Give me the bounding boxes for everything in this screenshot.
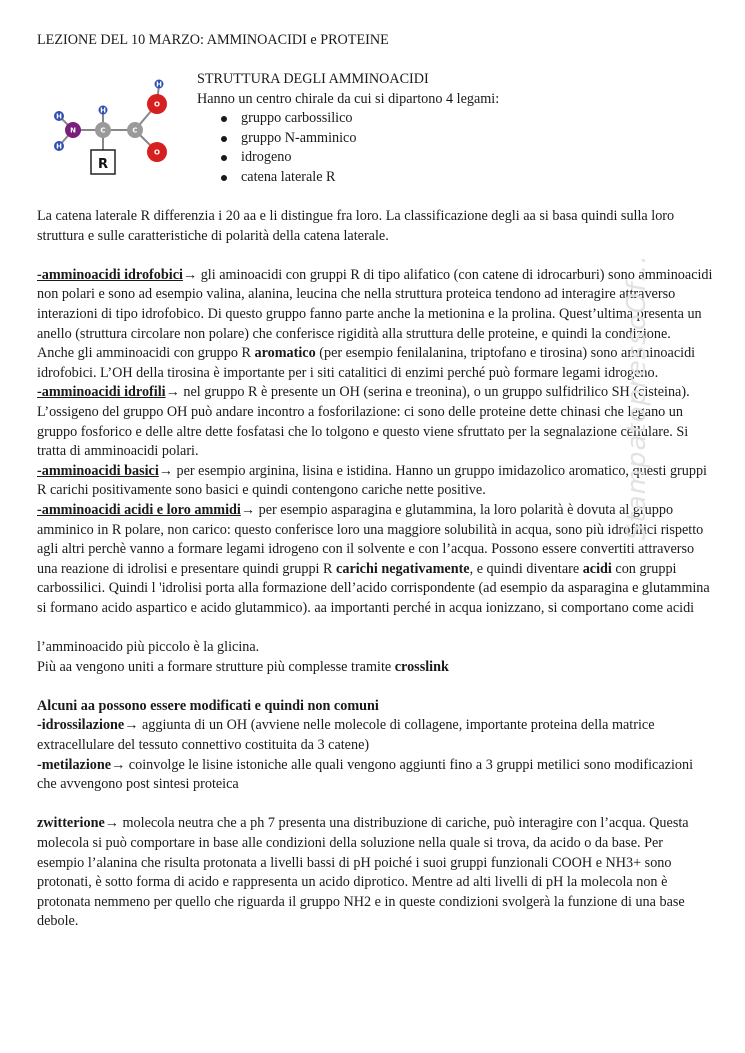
methylation-label: -metilazione	[37, 756, 112, 773]
c-label: C	[100, 126, 106, 135]
hydroxylation-label: -idrossilazione	[37, 717, 125, 734]
glycine-line: l’amminoacido più piccolo è la glicina.	[37, 639, 260, 656]
hydrophilic-label: -amminoacidi idrofili	[37, 384, 166, 401]
r-label: R	[97, 157, 109, 172]
crosslink-term: crosslink	[394, 658, 449, 675]
structure-heading: STRUTTURA DEGLI AMMINOACIDI	[197, 71, 429, 87]
crosslink-line: Più aa vengono uniti a formare strutture più complesse tramite crosslink	[37, 658, 449, 675]
aromatic-term: aromatico	[254, 345, 316, 362]
zwitterion-paragraph: zwitterione→ molecola neutra che a ph 7 presenta una distribuzione di cariche, può interagire con l’acqua. Questa molecola si può comportare in base alle condizioni della soluzione nella quale si trova, da acido o da base. Per esempio l’alanina che risulta protonata a livelli bassi di pH poiché i suoi gruppi funzionali COOH e NH3+ sono protonati, è sotto forma di acido e rappresenta un acido diprotico. Mentre ad alti livelli di pH la molecola non è protonata nemmeno per quello che riguarda il gruppo NH2 e in queste condizioni svolgerà la funzione di una base debole.	[37, 815, 689, 930]
h-label: H	[56, 142, 62, 151]
structure-section	[197, 70, 717, 188]
hydrophobic-paragraph	[37, 266, 713, 344]
methylation-paragraph: -metilazione→ coinvolge le lisine istoniche alle quali vengono aggiunti fino a 3 gruppi metilici sono modificazioni che avvengono post sintesi proteica	[37, 756, 694, 793]
aromatic-paragraph: Anche gli amminoacidi con gruppo R aromatico (per esempio fenilalanina, triptofano e tirosina) sono amminoacidi idrofobici. L’OH della tirosina è importante per i siti catalitici di enzimi perché può formare legami idrogeno.	[37, 345, 696, 381]
lecture-title: LEZIONE DEL 10 MARZO: AMMINOACIDI e PROTEINE	[37, 32, 389, 48]
hydroxylation-paragraph: -idrossilazione→ aggiunta di un OH (avviene nelle molecole di collagene, importante proteina della matrice extracellulare del tessuto connettivo costituita da 3 catene)	[37, 717, 655, 754]
n-label: N	[70, 126, 76, 135]
hydrophilic-paragraph: -amminoacidi idrofili→ nel gruppo R è presente un OH (serina e treonina), o un gruppo sulfidrilico SH (cisteina). L’ossigeno del gruppo OH può andare incontro a fosforilazione: ci sono delle proteine dette chinasi che legano un gruppo fosforico e delle altre dette fosfatasi che lo tolgono e questo viene sfruttato per la segnalazione cellulare. Si tratta di amminoacidi polari.	[37, 384, 690, 460]
hydrophobic-text: → gli aminoacidi con gruppi R di tipo alifatico (con catene di idrocarburi) sono amminoacidi non polari e sono ad esempio valina, alanina, leucina che nella struttura proteica tendono ad interagire attraverso interazioni di tipo idrofobico. Di questo gruppo fanno parte anche la metionina e la prolina. Quest’ultima presenta un anello (struttura circolare non polare) che conferisce rigidità alla struttura delle proteine, e quindi la condizione.	[37, 266, 713, 342]
basic-paragraph: -amminoacidi basici→ per esempio arginina, lisina e istidina. Hanno un gruppo imidazolico aromatico, questi gruppi R carichi positivamente sono basici e quindi contengono cariche nette positive.	[37, 462, 707, 499]
list-item: catena laterale R	[221, 168, 717, 188]
zwitterion-label: zwitterione	[37, 815, 105, 832]
c-label: C	[132, 126, 138, 135]
structure-intro: Hanno un centro chirale da cui si dipartono 4 legami:	[197, 90, 500, 107]
acidic-label: -amminoacidi acidi e loro ammidi	[37, 501, 241, 518]
h-label: H	[100, 106, 106, 115]
watermark: StampatopressoOf...	[622, 254, 652, 540]
acidic-paragraph: -amminoacidi acidi e loro ammidi→ per esempio asparagina e glutammina, la loro polarità è dovuta al gruppo amminico in R polare, non carico: questo conferisce loro una maggiore solubilità in acqua, sono più idrofilici rispetto agli altri perchè vanno a formare legami idrogeno con il solvente e con l’acqua. Possono essere convertiti attraverso una reazione di idrolisi e presentare quindi gruppi R carichi negativamente, e quindi diventare acidi con gruppi carbossilici. Quindi l 'idrolisi porta alla formazione dell’acido corrispondente (ad esempio da asparagina e glutammina si formano acido aspartico e acido glutammico). aa importanti perché in acqua ionizzano, si comportano come acidi	[37, 501, 710, 616]
modified-heading: Alcuni aa possono essere modificati e quindi non comuni	[37, 697, 379, 714]
negative-charge-term: carichi negativamente	[336, 560, 470, 577]
amino-acid-structure-diagram	[45, 74, 185, 178]
hydrophobic-label: -amminoacidi idrofobici	[37, 266, 183, 283]
o-label: O	[154, 100, 160, 109]
list-item: gruppo carbossilico	[221, 109, 717, 129]
h-label: H	[156, 80, 162, 89]
bond-list	[197, 109, 717, 187]
list-item: idrogeno	[221, 148, 717, 168]
lecture-body	[37, 207, 713, 932]
h-label: H	[56, 112, 62, 121]
o-label: O	[154, 148, 160, 157]
basic-label: -amminoacidi basici	[37, 462, 159, 479]
list-item: gruppo N-amminico	[221, 129, 717, 149]
acids-term: acidi	[582, 560, 612, 577]
side-chain-paragraph: La catena laterale R differenzia i 20 aa e li distingue fra loro. La classificazione degli aa si basa quindi sulla loro struttura e sulle caratteristiche di polarità della catena laterale.	[37, 208, 675, 244]
